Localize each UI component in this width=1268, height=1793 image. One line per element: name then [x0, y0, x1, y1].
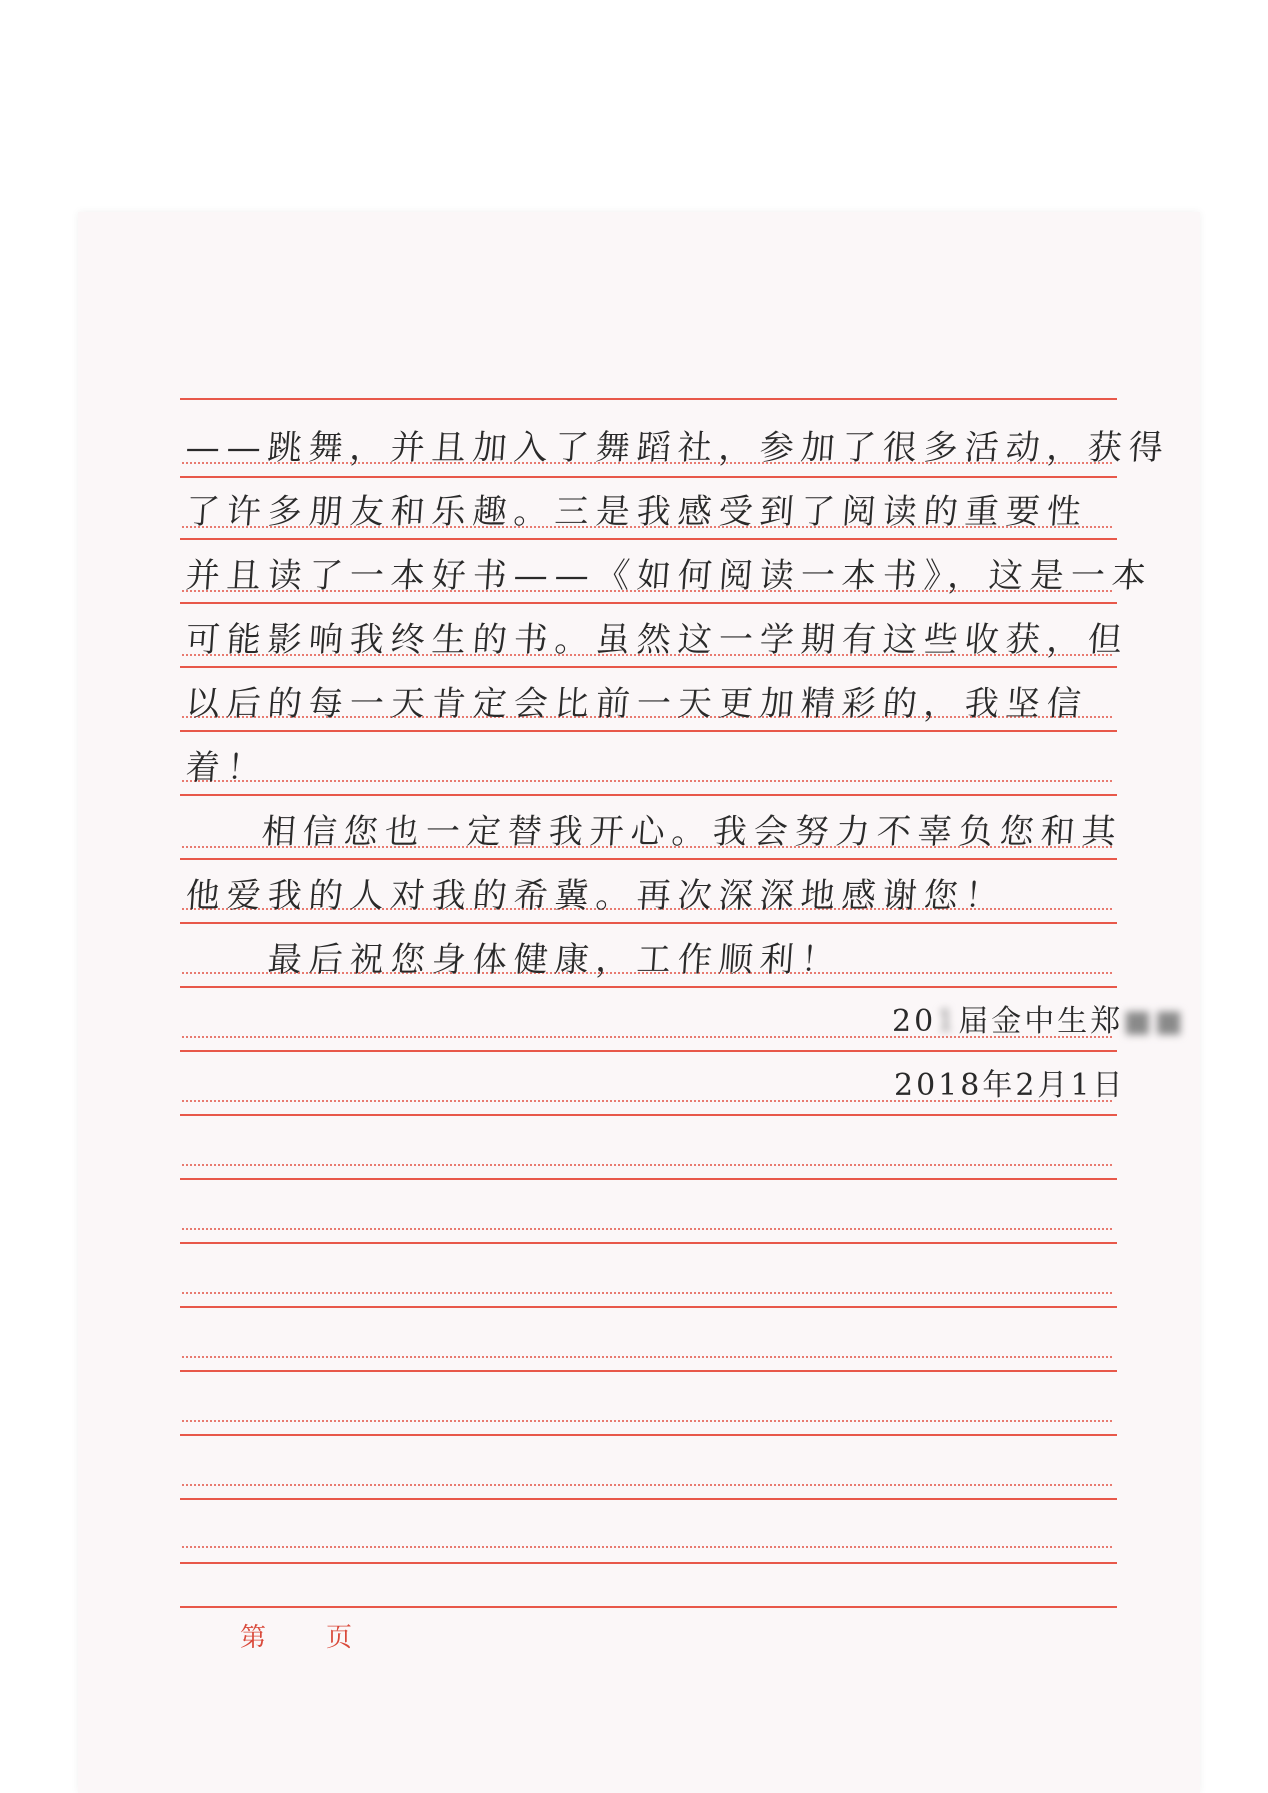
- page-label-right: 页: [326, 1623, 353, 1653]
- rule-line: [180, 1498, 1117, 1500]
- dotted-line: [182, 1292, 1112, 1294]
- rule-line: [180, 1050, 1117, 1052]
- rule-line: [180, 794, 1117, 796]
- letter-date: 2018年2月1日: [894, 1068, 1126, 1103]
- letter-line-7: 相信您也一定替我开心。我会努力不辜负您和其: [260, 812, 1125, 852]
- rule-line: [180, 1306, 1117, 1308]
- dotted-line: [182, 1546, 1112, 1548]
- rule-line: [180, 858, 1117, 860]
- letter-line-2: 了许多朋友和乐趣。三是我感受到了阅读的重要性: [184, 492, 1090, 532]
- rule-line: [180, 398, 1117, 400]
- letter-line-1: ——跳舞，并且加入了舞蹈社，参加了很多活动，获得: [184, 428, 1172, 468]
- rule-line: [180, 602, 1117, 604]
- signature: [892, 996, 1186, 1040]
- signature-redacted-year: 1: [936, 1004, 959, 1039]
- letter-line-3: 并且读了一本好书——《如何阅读一本书》，这是一本: [184, 556, 1155, 596]
- rule-line: [180, 666, 1117, 668]
- rule-line: [180, 1562, 1117, 1564]
- rule-line: [180, 1434, 1117, 1436]
- rule-line: [180, 1178, 1117, 1180]
- dotted-line: [182, 1420, 1112, 1422]
- letter-line-6: 着！: [184, 748, 270, 788]
- signature-redacted-name: ■■: [1123, 1004, 1186, 1039]
- signature-name: 届金中生郑: [958, 1004, 1124, 1039]
- signature-year-prefix: 20: [892, 1004, 937, 1039]
- dotted-line: [182, 1484, 1112, 1486]
- rule-line: [180, 922, 1117, 924]
- rule-line: [180, 730, 1117, 732]
- rule-line: [180, 476, 1117, 478]
- rule-line: [180, 986, 1117, 988]
- letter-line-4: 可能影响我终生的书。虽然这一学期有这些收获，但: [184, 620, 1131, 660]
- letter-line-8: 他爱我的人对我的希冀。再次深深地感谢您！: [184, 876, 1008, 916]
- dotted-line: [182, 1164, 1112, 1166]
- dotted-line: [182, 1228, 1112, 1230]
- rule-line: [180, 538, 1117, 540]
- rule-line-bottom: [180, 1606, 1117, 1608]
- rule-line: [180, 1114, 1117, 1116]
- letter-line-5: 以后的每一天肯定会比前一天更加精彩的，我坚信: [184, 684, 1090, 724]
- dotted-line: [182, 780, 1112, 782]
- dotted-line: [182, 1356, 1112, 1358]
- rule-line: [180, 1370, 1117, 1372]
- letter-closing: 最后祝您身体健康，工作顺利！: [266, 940, 844, 980]
- page-label-left: 第: [240, 1623, 267, 1653]
- rule-line: [180, 1242, 1117, 1244]
